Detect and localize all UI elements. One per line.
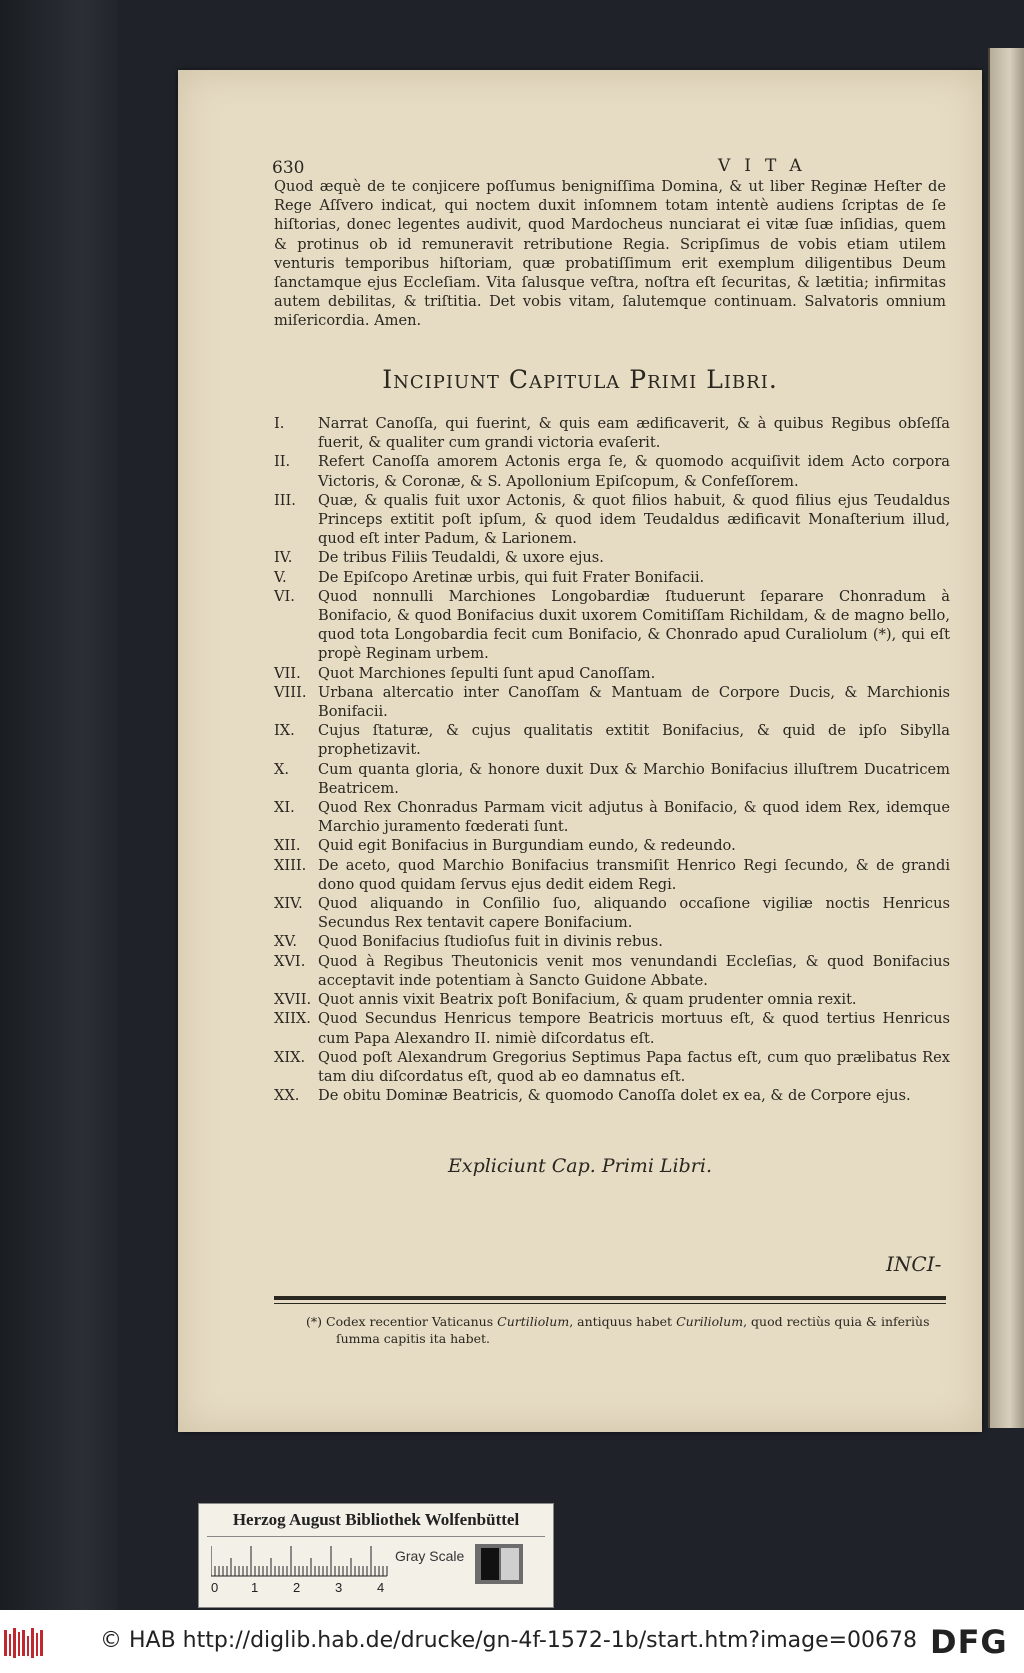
- catchword: INCI-: [886, 1252, 942, 1276]
- chapter-number: IX.: [274, 722, 295, 740]
- chapter-item: [274, 952, 950, 990]
- chapter-text: Refert Canoſſa amorem Actonis erga ſe, & quomodo acquiſivit idem Acto corpora Victoris, & Coronæ, & S. Apollonium Epiſcopum, & Confeſſorem.: [318, 453, 950, 490]
- section-title: Incipiunt Capitula Primi Libri.: [382, 365, 778, 394]
- chapter-item: [274, 894, 950, 932]
- barcode-icon: [4, 1628, 46, 1658]
- chapter-item: [274, 414, 950, 452]
- scan-background-left: [0, 0, 118, 1610]
- chapter-text: Quæ, & qualis fuit uxor Actonis, & quot filios habuit, & quod filius ejus Teudaldus Princeps extitit poſt ipſum, & quod idem Teudaldus ædificavit Monaſterium illud, quod eſt inter Padum, & Larionem.: [318, 491, 950, 548]
- chapter-number: XVI.: [274, 952, 306, 970]
- chapter-item: [274, 491, 950, 549]
- chapter-text: De obitu Dominæ Beatricis, & quomodo Canoſſa dolet ex ea, & de Corpore ejus.: [318, 1087, 911, 1105]
- chapter-text: Narrat Canoſſa, qui fuerint, & quis eam ædificaverit, & à quibus Regibus obſeſſa fuerit, & qualiter cum grandi victoria evaſerit.: [318, 415, 950, 452]
- chapter-list: [274, 414, 950, 1105]
- chapter-text: Quod Secundus Henricus tempore Beatricis mortuus eſt, & quod tertius Henricus cum Papa Alexandro II. nimiè diſcordatus eſt.: [318, 1010, 950, 1047]
- chapter-text: Quod poſt Alexandrum Gregorius Septimus Papa factus eſt, cum quo prælibatus Rex tam diu diſcordatus eſt, quod ab eo damnatus eſt.: [318, 1048, 950, 1085]
- gray-scale-swatch: [475, 1544, 523, 1584]
- chapter-text: Quot Marchiones ſepulti ſunt apud Canoſſam.: [318, 664, 656, 682]
- chapter-number: XII.: [274, 837, 301, 855]
- footnote-text-1: Codex recentior Vaticanus: [326, 1314, 494, 1329]
- chapter-number: VII.: [274, 664, 301, 682]
- footnote-rule-thin: [274, 1303, 946, 1304]
- book-page: [178, 70, 982, 1432]
- swatch-light: [501, 1548, 519, 1580]
- chapter-item: [274, 990, 950, 1009]
- chapter-item: [274, 1086, 950, 1105]
- chapter-number: II.: [274, 453, 291, 471]
- chapter-text: De aceto, quod Marchio Bonifacius transmiſit Henrico Regi ſecundo, & de grandi dono quod quidam ſervus ejus dedit eidem Regi.: [318, 856, 950, 893]
- chapter-item: [274, 932, 950, 951]
- chapter-number: XIV.: [274, 895, 303, 913]
- chapter-number: V.: [274, 568, 287, 586]
- chapter-item: [274, 1048, 950, 1086]
- chapter-text: Cum quanta gloria, & honore duxit Dux & Marchio Bonifacius illuſtrem Ducatricem Beatricem.: [318, 760, 950, 797]
- ruler-number: 1: [251, 1580, 259, 1595]
- chapter-text: Urbana altercatio inter Canoſſam & Mantuam de Corpore Ducis, & Marchionis Bonifacii.: [318, 683, 950, 721]
- chapter-item: [274, 568, 950, 587]
- chapter-number: XIX.: [274, 1048, 306, 1066]
- chapter-number: XI.: [274, 799, 295, 817]
- chapter-item: [274, 721, 950, 759]
- ruler-icon: [211, 1546, 391, 1578]
- chapter-number: X.: [274, 760, 290, 778]
- library-label-card: [198, 1503, 554, 1608]
- chapter-number: XVII.: [274, 991, 312, 1009]
- gray-scale-label: Gray Scale: [395, 1548, 465, 1564]
- footnote-italic-2: Curiliolum: [676, 1314, 744, 1329]
- chapter-text: Quod aliquando in Conſilio ſuo, aliquando occaſione vigiliæ noctis Henricus Secundus Rex tentavit capere Bonifacium.: [318, 895, 950, 932]
- running-head: VITA: [718, 156, 816, 176]
- chapter-text: Quod Bonifacius ſtudioſus fuit in divinis rebus.: [318, 933, 663, 951]
- chapter-item: [274, 798, 950, 836]
- chapter-item: [274, 452, 950, 490]
- chapter-text: De Epiſcopo Aretinæ urbis, qui fuit Frater Bonifacii.: [318, 568, 705, 586]
- facing-page-edge: [988, 48, 1024, 1428]
- explicit-line: Expliciunt Cap. Primi Libri.: [447, 1155, 712, 1177]
- chapter-item: [274, 760, 950, 798]
- chapter-item: [274, 856, 950, 894]
- footnote-marker: (*): [306, 1314, 323, 1329]
- footnote: [306, 1313, 936, 1347]
- page-number: 630: [272, 158, 305, 178]
- chapter-text: Cujus ſtaturæ, & cujus qualitatis extitit Bonifacius, & quid de ipſo Sibylla prophetizavit.: [318, 722, 950, 759]
- chapter-item: [274, 548, 950, 567]
- chapter-item: [274, 836, 950, 855]
- chapter-text: Quid egit Bonifacius in Burgundiam eundo, & redeundo.: [318, 837, 736, 855]
- footer-bar: [0, 1610, 1024, 1673]
- chapter-number: III.: [274, 491, 296, 509]
- swatch-black: [481, 1548, 499, 1580]
- chapter-text: Quod à Regibus Theutonicis venit mos venundandi Eccleſias, & quod Bonifacius acceptavit inde potentiam à Sancto Guidone Abbate.: [318, 952, 950, 989]
- dfg-logo: DFG: [930, 1623, 1008, 1661]
- chapter-text: Quod Rex Chonradus Parmam vicit adjutus à Bonifacio, & quod idem Rex, idemque Marchio juramento fœderati ſunt.: [318, 799, 950, 836]
- chapter-item: [274, 683, 950, 721]
- source-url[interactable]: © HAB http://diglib.hab.de/drucke/gn-4f-1572-1b/start.htm?image=00678: [100, 1628, 918, 1653]
- footnote-text-2: , antiquus habet: [569, 1314, 673, 1329]
- chapter-number: I.: [274, 415, 285, 432]
- footnote-rule: [274, 1296, 946, 1300]
- chapter-number: XIIX.: [274, 1010, 311, 1028]
- footnote-italic-1: Curtiliolum: [497, 1314, 570, 1329]
- chapter-number: XIII.: [274, 856, 307, 874]
- chapter-item: [274, 664, 950, 683]
- library-name: Herzog August Bibliothek Wolfenbüttel: [232, 1510, 520, 1529]
- ruler-number: 0: [211, 1580, 219, 1595]
- chapter-item: [274, 587, 950, 664]
- chapter-text: Quot annis vixit Beatrix poſt Bonifacium, & quam prudenter omnia rexit.: [318, 991, 857, 1009]
- chapter-number: VI.: [274, 587, 295, 605]
- chapter-number: IV.: [274, 549, 293, 567]
- chapter-number: VIII.: [274, 683, 307, 701]
- intro-paragraph: Quod æquè de te conjicere poſſumus benigniſſima Domina, & ut liber Reginæ Heſter de Rege Aſſvero indicat, qui noctem duxit inſomnem totam intentè audiens ſcriptas de ſe hiſtorias, donec legentes audivit, quod Mardocheus nunciarat ei vitæ ſuæ inſidias, quem & protinus ob id remuneravit retributione Regia. Scripſimus de vobis etiam utilem venturis temporibus hiſtoriam, quæ probatiſſimum erit exemplum diligentibus Deum ſanctamque ejus Eccleſiam. Vita ſalusque veſtra, noſtra eſt ſecuritas, & lætitia; infirmitas autem debilitas, & triſtitia. Det vobis vitam, ſalutemque continuam. Salvatoris omnium miſericordia. Amen.: [274, 178, 946, 330]
- footnote-text-3: , quod rectiùs quia & inferiùs ſumma capitis ita habet.: [336, 1314, 930, 1346]
- label-divider: [207, 1536, 545, 1537]
- ruler-number: 4: [377, 1580, 385, 1595]
- chapter-item: [274, 1009, 950, 1047]
- ruler-number: 3: [335, 1580, 343, 1595]
- chapter-number: XV.: [274, 933, 298, 951]
- chapter-number: XX.: [274, 1087, 300, 1105]
- chapter-text: De tribus Filiis Teudaldi, & uxore ejus.: [318, 549, 604, 567]
- ruler-number: 2: [293, 1580, 301, 1595]
- chapter-text: Quod nonnulli Marchiones Longobardiæ ſtuduerunt ſeparare Chonradum à Bonifacio, & quod Bonifacius duxit uxorem Comitiſſam Richildam, & de magno bello, quod tota Longobardia fecit cum Bonifacio, & Chonrado apud Curaliolum (*), qui eſt propè Reginam urbem.: [318, 587, 950, 663]
